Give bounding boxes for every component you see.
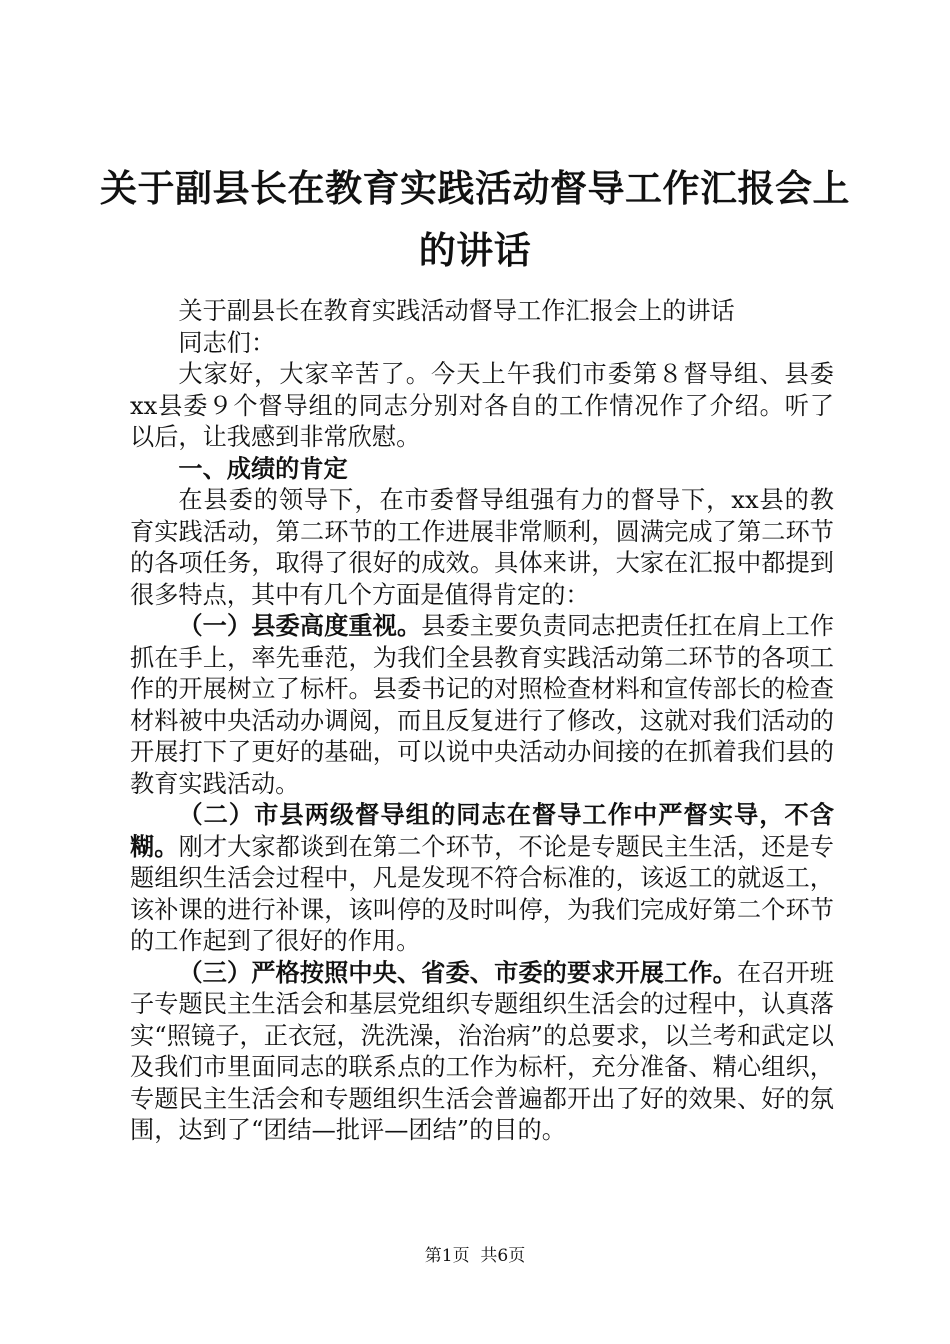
page-number: 第1页	[424, 1246, 470, 1266]
document-body	[130, 296, 834, 1147]
point-2-text: 刚才大家都谈到在第二个环节，不论是专题民主生活，还是专题组织生活会过程中，凡是发现不符合标准的，该返工的就返工，该补课的进行补课，该叫停的及时叫停，为我们完成好第二个环节的工作起到了很好的作用。	[130, 832, 834, 955]
point-2-lead: （二）市县两级督导组的同志在督导工作中严督实导，不含糊。	[130, 801, 834, 861]
point-1-paragraph	[130, 611, 834, 800]
point-1-text: 县委主要负责同志把责任扛在肩上工作抓在手上，率先垂范，为我们全县教育实践活动第二环节的各项工作的开展树立了标杆。县委书记的对照检查材料和宣传部长的检查材料被中央活动办调阅，而且反复进行了修改，这就对我们活动的开展打下了更好的基础，可以说中央活动办间接的在抓着我们县的教育实践活动。	[130, 612, 834, 798]
section-paragraph: 在县委的领导下，在市委督导组强有力的督导下，xx县的教育实践活动，第二环节的工作进展非常顺利，圆满完成了第二环节的各项任务，取得了很好的成效。具体来讲，大家在汇报中都提到很多特点，其中有几个方面是值得肯定的：	[130, 486, 834, 609]
intro-paragraph: 大家好，大家辛苦了。今天上午我们市委第８督导组、县委xx县委９个督导组的同志分别对各自的工作情况作了介绍。听了以后，让我感到非常欣慰。	[130, 360, 834, 451]
document-title	[100, 158, 850, 282]
point-1-lead: （一）县委高度重视。	[178, 612, 422, 640]
subtitle: 关于副县长在教育实践活动督导工作汇报会上的讲话	[178, 297, 735, 325]
point-2-paragraph	[130, 800, 834, 958]
point-3-lead: （三）严格按照中央、省委、市委的要求开展工作。	[178, 958, 737, 987]
section-heading: 一、成绩的肯定	[178, 454, 348, 483]
title-line-2: 的讲话	[418, 229, 532, 272]
salutation: 同志们：	[178, 328, 276, 357]
page-total: 共6页	[480, 1246, 526, 1266]
page-footer	[0, 1241, 950, 1266]
title-line-1: 关于副县长在教育实践活动督导工作汇报会上	[100, 167, 850, 210]
point-3-text: 在召开班子专题民主生活会和基层党组织专题组织生活会的过程中，认真落实“照镜子，正衣冠，洗洗澡，治治病”的总要求，以兰考和武定以及我们市里面同志的联系点的工作为标杆，充分准备、精心组织，专题民主生活会和专题组织生活会普遍都开出了好的效果、好的氛围，达到了“团结—批评—团结”的目的。	[130, 958, 834, 1144]
point-3-paragraph	[130, 958, 834, 1147]
